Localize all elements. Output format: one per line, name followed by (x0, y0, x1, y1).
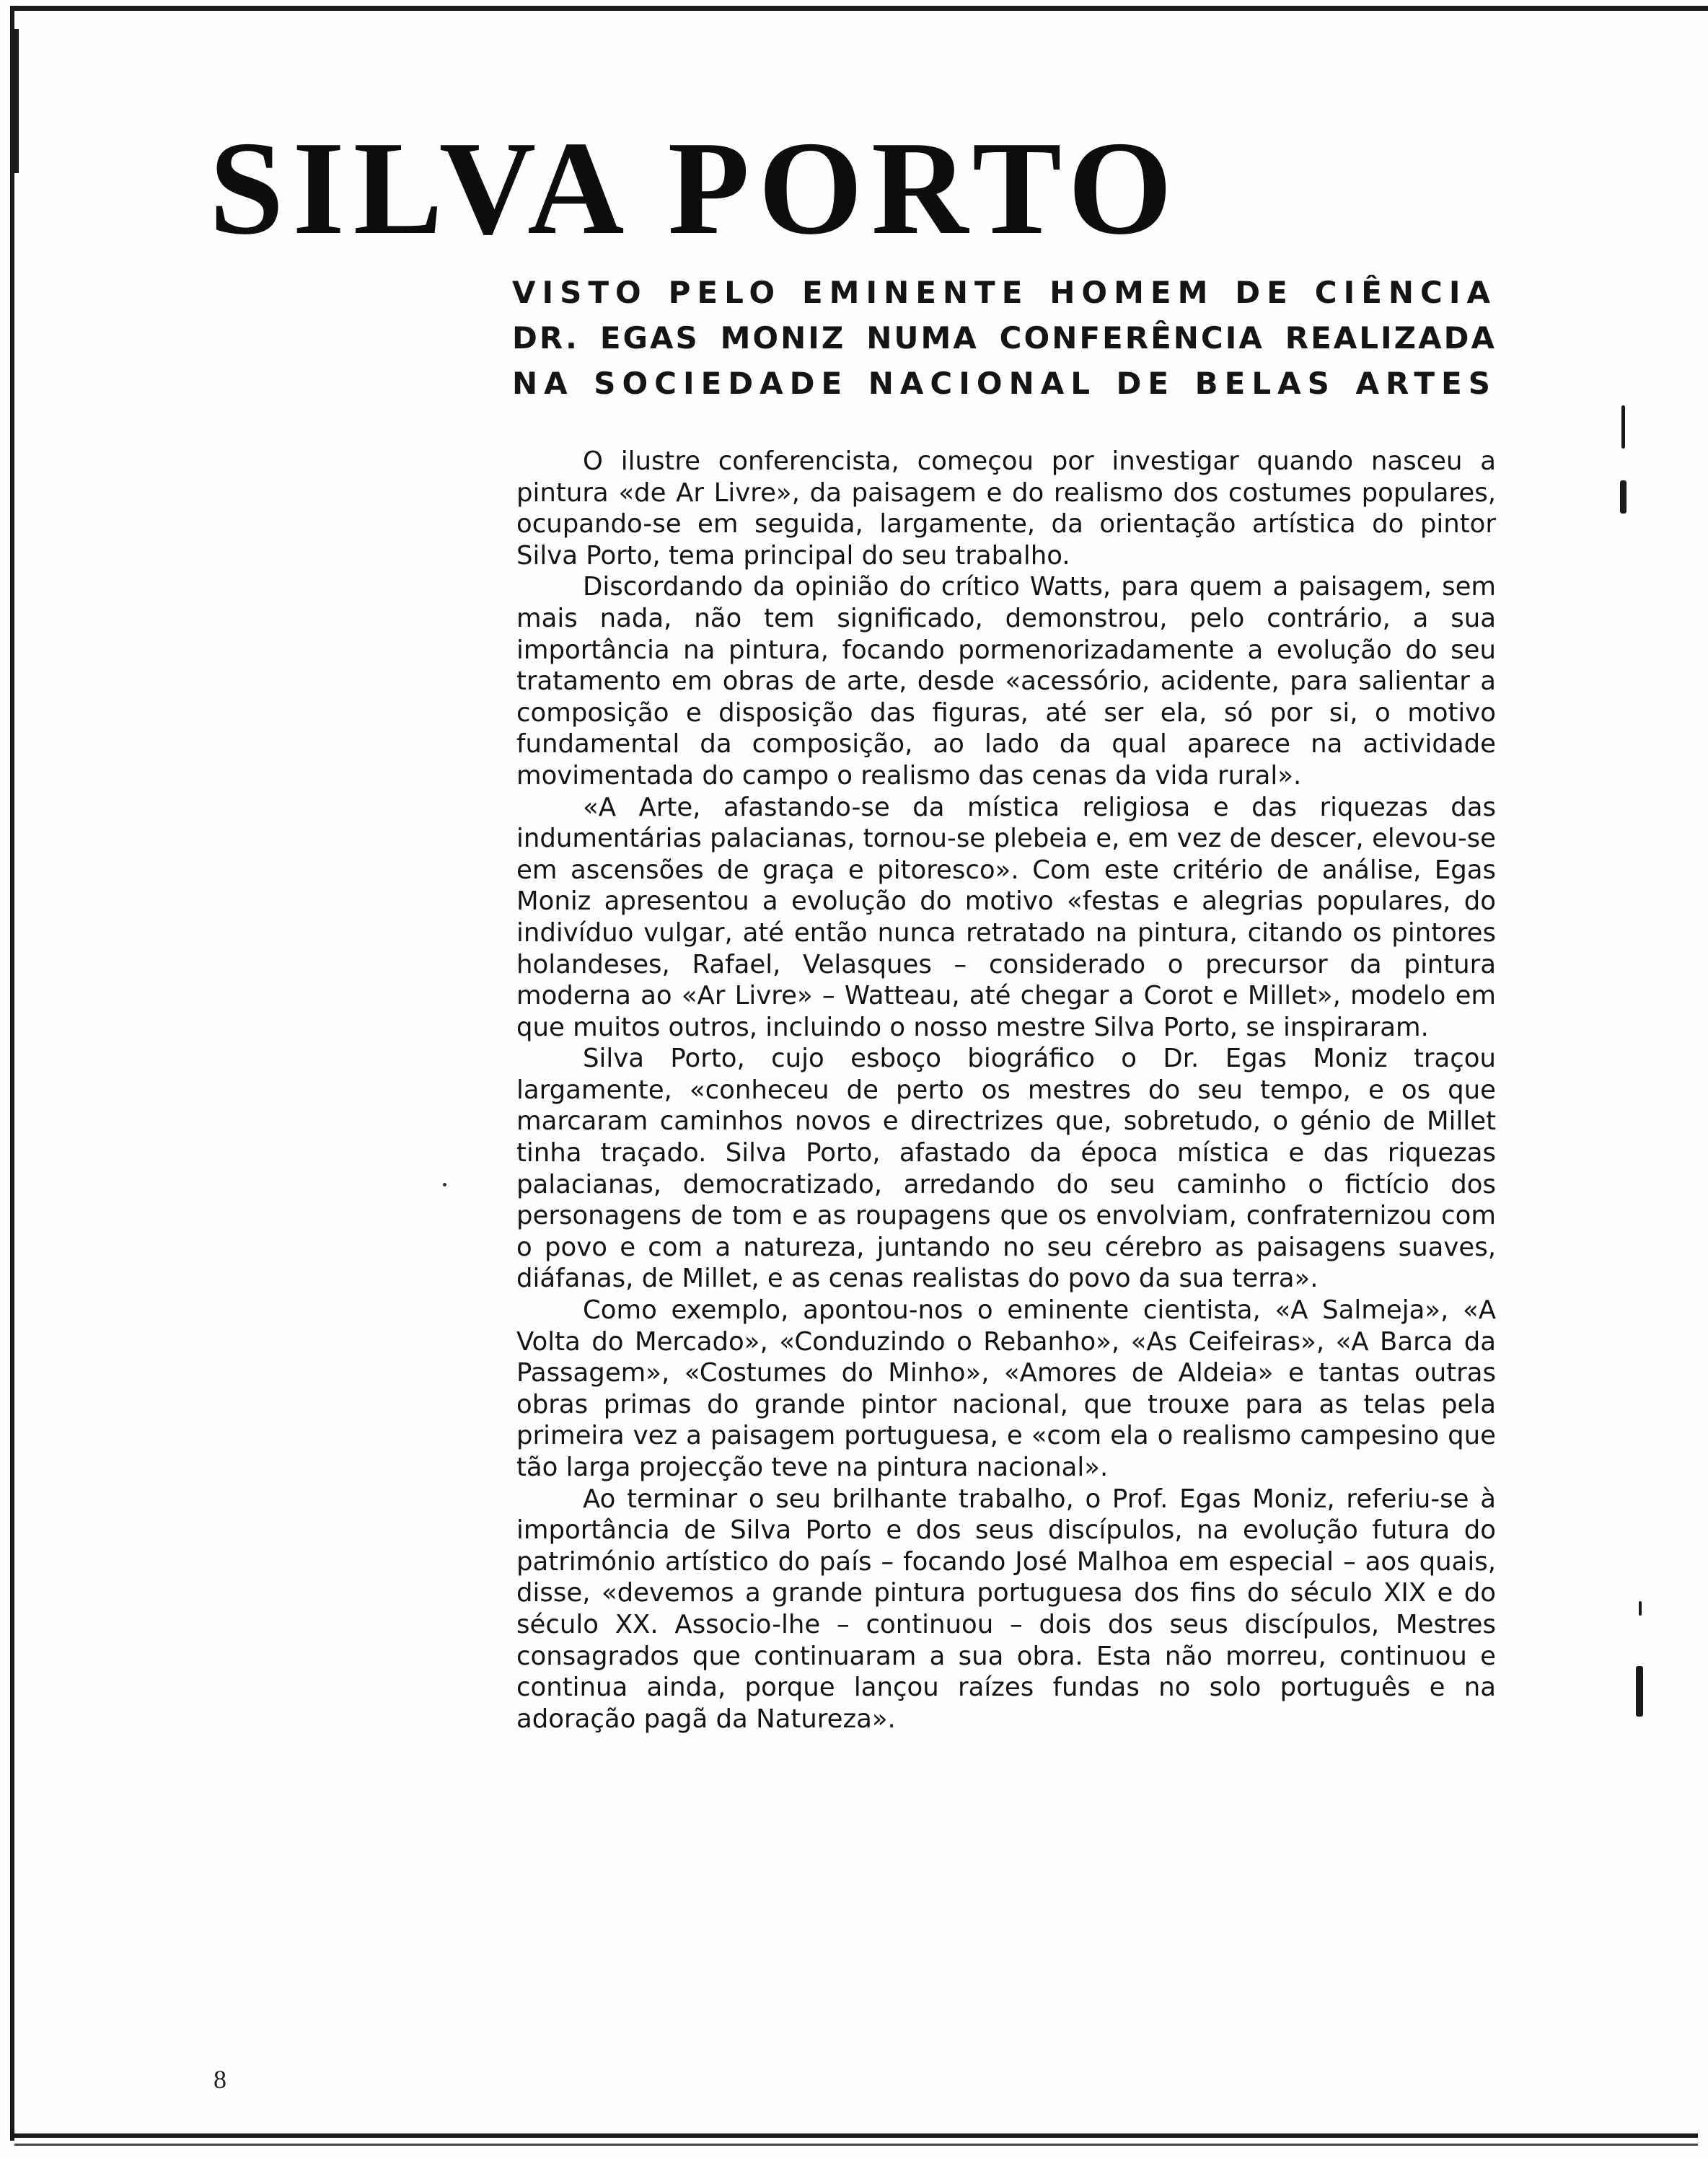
body-paragraph: Como exemplo, apontou-nos o eminente cientista, «A Salmeja», «A Volta do Mercado», «Conduzindo o Rebanho», «As Ceifeiras», «A Barca da Passagem», «Costumes do Minho», «Amores de Aldeia» e tantas outras obras primas do grande pintor nacional, que trouxe para as telas pela primeira vez a paisagem portuguesa, e «com ela o realismo campesino que tão larga projecção teve na pintura nacional». (516, 1295, 1496, 1482)
body-paragraph: Discordando da opinião do crítico Watts, para quem a paisagem, sem mais nada, não tem significado, demonstrou, pelo contrário, a sua importância na pintura, focando pormenorizadamente a evolução do seu tratamento em obras de arte, desde «acessório, acidente, para salientar a composição e disposição das figuras, até ser ela, só por si, o motivo fundamental da composição, ao lado da qual aparece na actividade movimentada do campo o realismo das cenas da vida rural». (516, 572, 1496, 790)
margin-mark (1636, 1666, 1643, 1717)
subtitle-line: DR. EGAS MONIZ NUMA CONFERÊNCIA REALIZADA (512, 320, 1497, 356)
margin-mark (1639, 1601, 1642, 1616)
body-paragraph: «A Arte, afastando-se da mística religiosa e das riquezas das indumentárias palacianas, tornou-se plebeia e, em vez de descer, elevou-se em ascensões de graça e pitoresco». Com este critério de análise, Egas Moniz apresentou a evolução do motivo «festas e alegrias populares, do indivíduo vulgar, até então nunca retratado na pintura, citando os pintores holandeses, Rafael, Velasques – considerado o precursor da pintura moderna ao «Ar Livre» – Watteau, até chegar a Corot e Millet», modelo em que muitos outros, incluindo o nosso mestre Silva Porto, se inspiraram. (516, 792, 1496, 1042)
scan-edge-left (10, 6, 14, 2141)
scan-speck (443, 1183, 446, 1186)
subtitle-line: VISTO PELO EMINENTE HOMEM DE CIÊNCIA (512, 275, 1497, 310)
margin-mark (1621, 405, 1625, 449)
margin-mark (1620, 480, 1626, 514)
scan-edge-bottom (10, 2133, 1698, 2138)
scan-edge-top (10, 6, 1708, 11)
page-number: 8 (214, 2065, 226, 2094)
article-subtitle (512, 270, 1497, 406)
article-title: SILVA PORTO (209, 114, 1181, 263)
scan-edge-bottom-shadow (14, 2144, 1698, 2146)
body-paragraph: O ilustre conferencista, começou por investigar quando nasceu a pintura «de Ar Livre», da paisagem e do realismo dos costumes populares, ocupando-se em seguida, largamente, da orientação artística do pintor Silva Porto, tema principal do seu trabalho. (516, 446, 1496, 571)
subtitle-line: NA SOCIEDADE NACIONAL DE BELAS ARTES (512, 366, 1497, 401)
scan-edge-left-shadow (10, 29, 19, 173)
body-paragraph: Ao terminar o seu brilhante trabalho, o Prof. Egas Moniz, referiu-se à importância de Silva Porto e dos seus discípulos, na evolução futura do património artístico do país – focando José Malhoa em especial – aos quais, disse, «devemos a grande pintura portuguesa dos fins do século XIX e do século XX. Associo-lhe – continuou – dois dos seus discípulos, Mestres consagrados que continuaram a sua obra. Esta não morreu, continuou e continua ainda, porque lançou raízes fundas no solo português e na adoração pagã da Natureza». (516, 1484, 1496, 1734)
body-paragraph: Silva Porto, cujo esboço biográfico o Dr. Egas Moniz traçou largamente, «conheceu de perto os mestres do seu tempo, e os que marcaram caminhos novos e directrizes que, sobretudo, o génio de Millet tinha traçado. Silva Porto, afastado da época mística e das riquezas palacianas, democratizado, arredando do seu caminho o fictício dos personagens de tom e as roupagens que os envolviam, confraternizou com o povo e com a natureza, juntando no seu cérebro as paisagens suaves, diáfanas, de Millet, e as cenas realistas do povo da sua terra». (516, 1044, 1496, 1294)
article-body (516, 446, 1496, 1735)
